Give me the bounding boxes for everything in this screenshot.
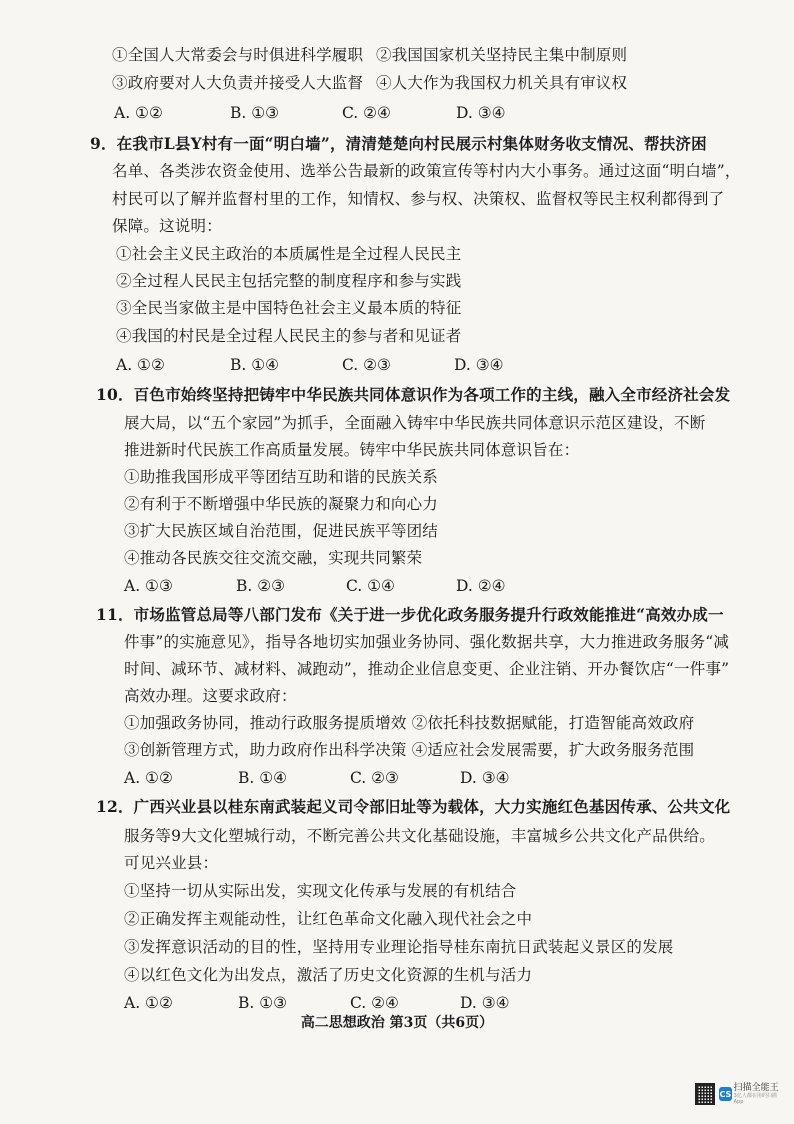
q8-statement-1: ①全国人大常委会与时俱进科学履职 [112,46,364,64]
q10-answer-a: A. ①③ [124,577,173,595]
q12-stem-line-2: 服务等9大文化塑城行动，不断完善公共文化基础设施，丰富城乡公共文化产品供给。 [124,827,715,845]
scanner-app-tagline: 3亿人都在用的扫描App [733,1093,777,1105]
q8-statement-2: ②我国国家机关坚持民主集中制原则 [376,46,628,64]
q12-answer-a: A. ①② [124,994,173,1012]
q12-statement-1: ①坚持一切从实际出发，实现文化传承与发展的有机结合 [124,882,517,900]
q9-stem-line-1: 9．在我市L县Y村有一面“明白墙”，清清楚楚向村民展示村集体财务收支情况、帮扶济困 [90,134,707,153]
q12-answer-c: C. ②④ [350,994,399,1012]
scanner-app-name: 扫描全能王 [733,1083,779,1093]
q10-statement-3: ③扩大民族区域自治范围，促进民族平等团结 [124,522,439,540]
q8-answer-a: A. ①② [114,104,163,122]
q10-stem-line-2: 展大局，以“五个家园”为抓手，全面融入铸牢中华民族共同体意识示范区建设，不断 [124,414,706,432]
q9-answer-b: B. ①④ [230,356,280,374]
q10-statement-2: ②有利于不断增强中华民族的凝聚力和向心力 [124,495,439,513]
q11-answer-d: D. ③④ [460,769,510,787]
q10-stem-line-1: 10．百色市始终坚持把铸牢中华民族共同体意识作为各项工作的主线，融入全市经济社会发 [96,385,731,404]
q8-answer-b: B. ①③ [230,104,280,122]
q12-answer-d: D. ③④ [460,994,510,1012]
q10-answer-d: D. ②④ [456,577,506,595]
q9-answer-a: A. ①② [116,356,165,374]
q9-statement-2: ②全过程人民民主包括完整的制度程序和参与实践 [116,272,462,290]
camscanner-logo-icon: CS [719,1087,732,1101]
scanner-watermark [695,1080,781,1108]
q12-answer-b: B. ①③ [238,994,288,1012]
q9-answer-d: D. ③④ [454,356,504,374]
q10-answer-b: B. ②③ [236,577,286,595]
q10-stem-line-3: 推进新时代民族工作高质量发展。铸牢中华民族共同体意识旨在： [124,441,580,459]
q8-statement-4: ④人大作为我国权力机关具有审议权 [376,74,628,92]
q10-statement-4: ④推动各民族交往交流交融，实现共同繁荣 [124,549,423,567]
q11-stem-line-3: 时间、减环节、减材料、减跑动”，推动企业信息变更、企业注销、开办餐饮店“一件事” [124,660,730,678]
q12-statement-3: ③发挥意识活动的目的性，坚持用专业理论指导桂东南抗日武装起义景区的发展 [124,938,674,956]
q9-stem-line-4: 保障。这说明： [112,217,222,235]
q11-answer-a: A. ①② [124,769,173,787]
q10-statement-1: ①助推我国形成平等团结互助和谐的民族关系 [124,468,439,486]
page-footer: 高二思想政治 第3页（共6页） [300,1015,494,1031]
q11-statement-row-1: ①加强政务协同，推动行政服务提质增效 ②依托科技数据赋能，打造智能高效政府 [124,714,695,732]
q10-answer-c: C. ①④ [346,577,395,595]
qr-code-icon [695,1083,715,1105]
q9-statement-4: ④我国的村民是全过程人民民主的参与者和见证者 [116,327,462,345]
q9-stem-line-3: 村民可以了解并监督村里的工作，知情权、参与权、决策权、监督权等民主权利都得到了 [112,190,725,208]
q11-stem-line-2: 件事”的实施意见》，指导各地切实加强业务协同、强化数据共享，大力推进政务服务“减 [124,633,730,651]
q8-answer-d: D. ③④ [456,104,506,122]
q12-stem-line-3: 可见兴业县： [124,854,219,872]
q9-stem-line-2: 名单、各类涉农资金使用、选举公告最新的政策宣传等村内大小事务。通过这面“明白墙”， [112,162,741,180]
q11-stem-line-4: 高效办理。这要求政府： [124,687,297,705]
q12-statement-2: ②正确发挥主观能动性，让红色革命文化融入现代社会之中 [124,910,533,928]
q11-answer-c: C. ②③ [350,769,399,787]
q9-statement-1: ①社会主义民主政治的本质属性是全过程人民民主 [116,245,462,263]
q8-statement-3: ③政府要对人大负责并接受人大监督 [112,74,364,92]
q9-answer-c: C. ②③ [342,356,391,374]
q9-statement-3: ③全民当家做主是中国特色社会主义最本质的特征 [116,299,462,317]
q12-stem-line-1: 12．广西兴业县以桂东南武装起义司令部旧址等为载体，大力实施红色基因传承、公共文化 [96,797,731,816]
q11-answer-b: B. ①④ [238,769,288,787]
q11-statement-row-2: ③创新管理方式，助力政府作出科学决策 ④适应社会发展需要，扩大政务服务范围 [124,741,695,759]
q8-answer-c: C. ②④ [342,104,391,122]
q11-stem-line-1: 11．市场监管总局等八部门发布《关于进一步优化政务服务提升行政效能推进“高效办成一 [96,605,724,624]
q12-statement-4: ④以红色文化为出发点，激活了历史文化资源的生机与活力 [124,966,533,984]
